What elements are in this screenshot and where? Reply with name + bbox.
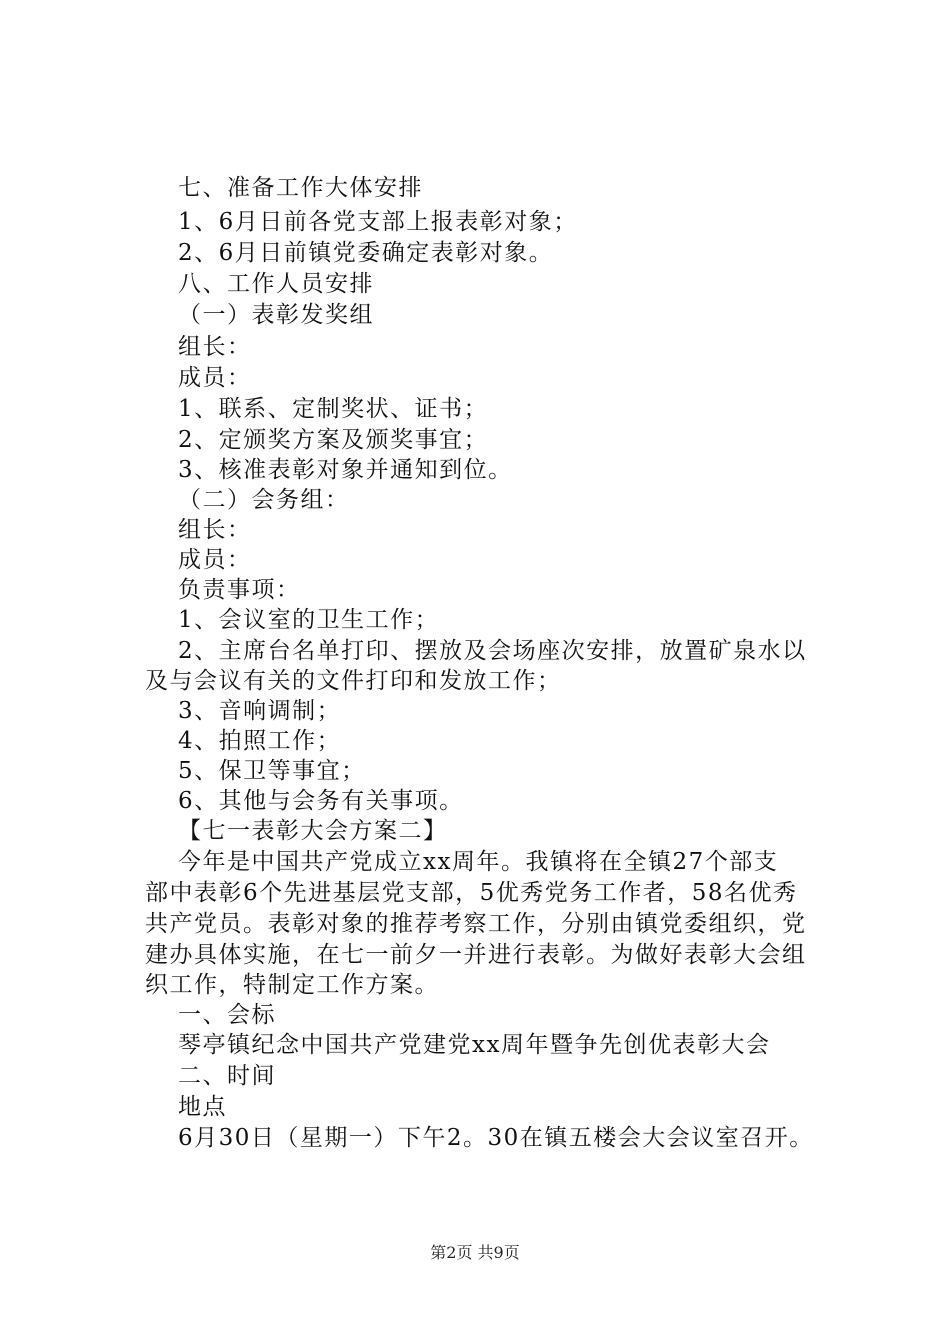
heading-banner: 一、会标 (178, 1002, 276, 1028)
text-line: 组长： (178, 517, 252, 543)
text-line: 今年是中国共产党成立xx周年。我镇将在全镇27个部支 (178, 849, 779, 875)
text-line: 6、其他与会务有关事项。 (178, 788, 464, 814)
text-line: 组长： (178, 334, 252, 360)
text-line: 2、6月日前镇党委确定表彰对象。 (178, 240, 554, 266)
heading-time: 二、时间 (178, 1063, 276, 1089)
text-line: 及与会议有关的文件打印和发放工作； (145, 668, 562, 694)
text-line: 5、保卫等事宜； (178, 758, 366, 784)
subheading-meeting-group: （二）会务组： (178, 487, 350, 513)
text-line: 3、音响调制； (178, 698, 342, 724)
heading-preparation: 七、准备工作大体安排 (178, 175, 423, 201)
subheading-award-group: （一）表彰发奖组 (178, 302, 374, 328)
text-line: 负责事项： (178, 577, 301, 603)
text-line: 2、定颁奖方案及颁奖事宜； (178, 427, 489, 453)
heading-staff: 八、工作人员安排 (178, 271, 374, 297)
text-line: 3、核准表彰对象并通知到位。 (178, 457, 513, 483)
text-line: 4、拍照工作； (178, 728, 342, 754)
text-line: 琴亭镇纪念中国共产党建党xx周年暨争先创优表彰大会 (178, 1032, 771, 1058)
text-line: 1、联系、定制奖状、证书； (178, 396, 489, 422)
section-title-plan-two: 【七一表彰大会方案二】 (178, 818, 448, 844)
text-line: 6月30日（星期一）下午2。30在镇五楼会大会议室召开。 (178, 1125, 814, 1151)
text-line: 2、主席台名单打印、摆放及会场座次安排，放置矿泉水以 (178, 638, 807, 664)
text-line: 部中表彰6个先进基层党支部，5优秀党务工作者，58名优秀 (145, 880, 798, 906)
page-footer: 第2页 共9页 (430, 1243, 520, 1262)
text-line: 1、会议室的卫生工作； (178, 607, 440, 633)
text-line: 1、6月日前各党支部上报表彰对象； (178, 209, 578, 235)
text-line: 建办具体实施，在七一前夕一并进行表彰。为做好表彰大会组 (145, 942, 807, 968)
text-line: 织工作，特制定工作方案。 (145, 972, 439, 998)
text-line: 成员： (178, 547, 252, 573)
text-line: 成员： (178, 365, 252, 391)
text-line: 地点 (178, 1094, 227, 1120)
text-line: 共产党员。表彰对象的推荐考察工作，分别由镇党委组织，党 (145, 911, 807, 937)
